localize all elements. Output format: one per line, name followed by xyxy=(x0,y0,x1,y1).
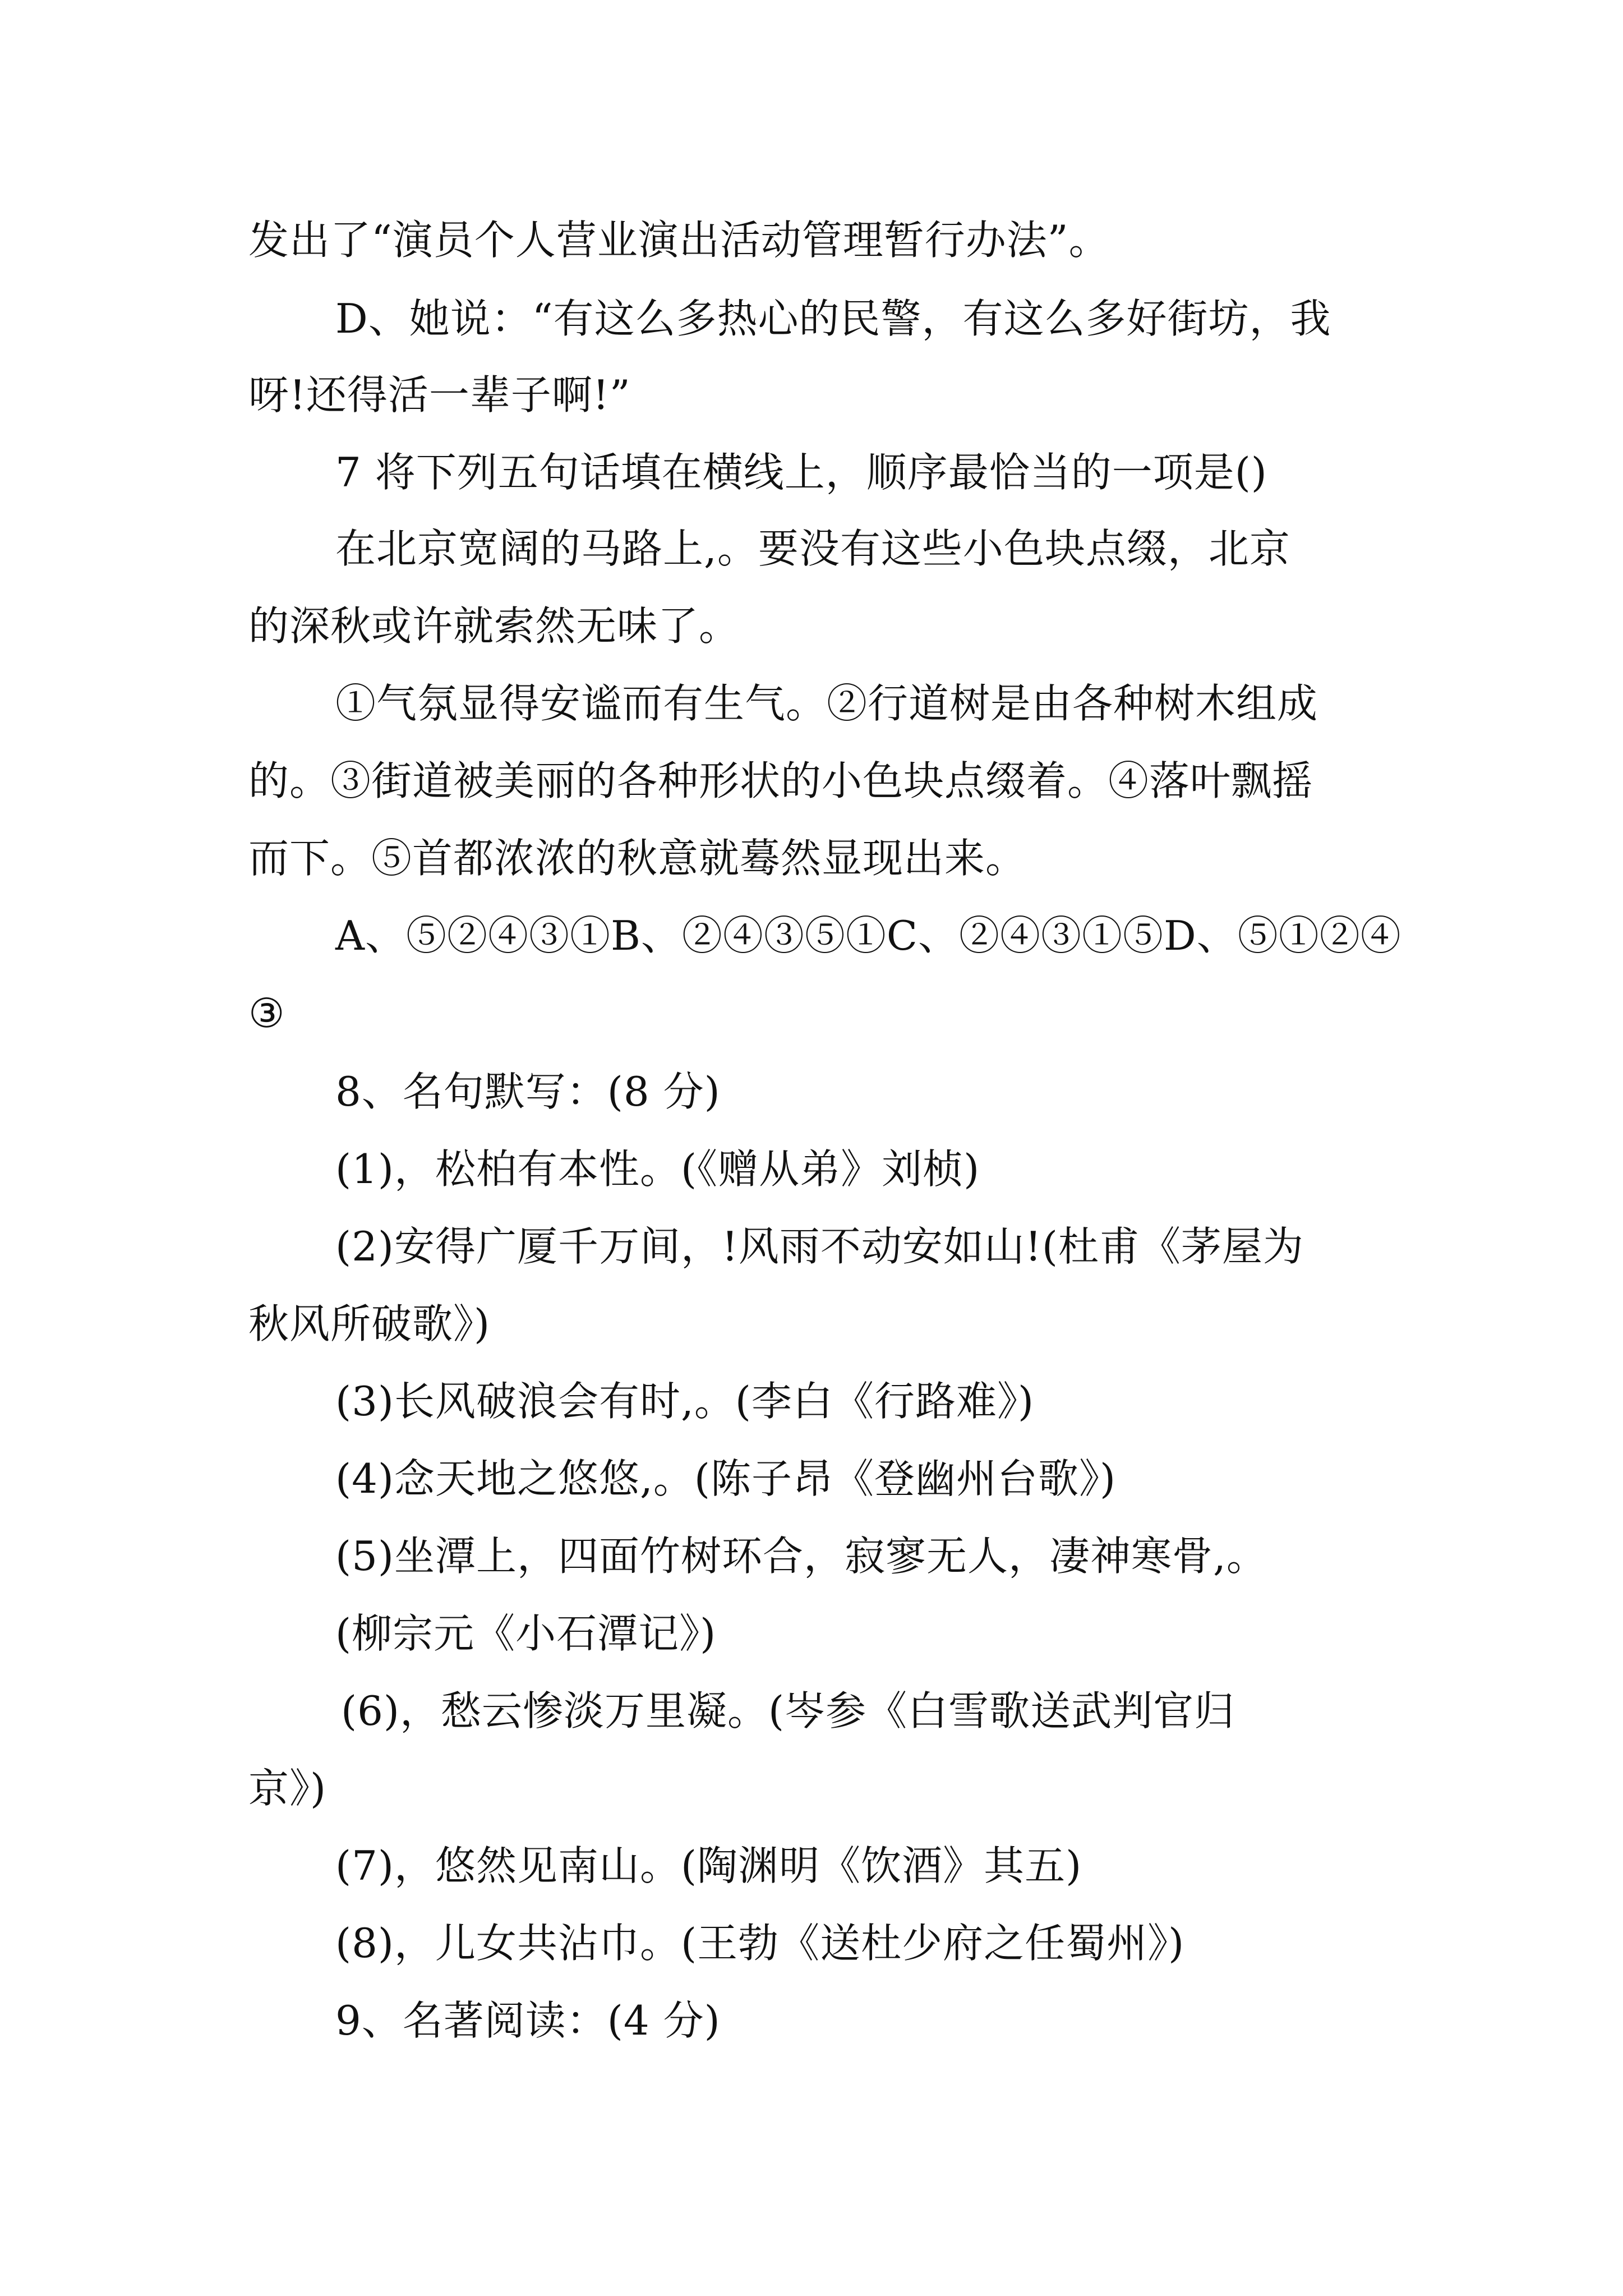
option-d-line-2: 呀!还得活一辈子啊!” xyxy=(248,371,631,418)
question-7-options-line-2: ③ xyxy=(248,990,285,1037)
question-8-item-5-line-2: (柳宗元《小石潭记》) xyxy=(335,1610,717,1657)
question-7-options-line-1: A、⑤②④③①B、②④③⑤①C、②④③①⑤D、⑤①②④ xyxy=(335,912,1401,959)
question-7-sentences-line-3: 而下。⑤首都浓浓的秋意就蓦然显现出来。 xyxy=(248,835,1027,882)
question-8-item-5-line-1: (5)坐潭上，四面竹树环合，寂寥无人，凄神寒骨,。 xyxy=(335,1533,1267,1580)
question-8-item-7: (7)，悠然见南山。(陶渊明《饮酒》其五) xyxy=(335,1842,1082,1889)
question-8-item-2-line-1: (2)安得广厦千万间，!风雨不动安如山!(杜甫《茅屋为 xyxy=(335,1223,1304,1270)
question-9-title: 9、名著阅读：(4 分) xyxy=(335,1997,721,2044)
question-8-item-4: (4)念天地之悠悠,。(陈子昂《登幽州台歌》) xyxy=(335,1455,1117,1502)
question-8-item-8: (8)，儿女共沾巾。(王勃《送杜少府之任蜀州》) xyxy=(335,1920,1185,1967)
question-7-title: 7 将下列五句话填在横线上，顺序最恰当的一项是() xyxy=(335,449,1267,496)
question-7-sentences-line-1: ①气氛显得安谧而有生气。②行道树是由各种树木组成 xyxy=(335,680,1318,727)
question-8-item-3: (3)长风破浪会有时,。(李白《行路难》) xyxy=(335,1378,1035,1425)
text-line-1: 发出了“演员个人营业演出活动管理暂行办法”。 xyxy=(248,217,1110,264)
question-7-passage-line-2: 的深秋或许就索然无味了。 xyxy=(248,602,740,650)
question-8-item-6-line-1: (6)，愁云惨淡万里凝。(岑参《白雪歌送武判官归 xyxy=(341,1687,1235,1734)
question-7-sentences-line-2: 的。③街道被美丽的各种形状的小色块点缀着。④落叶飘摇 xyxy=(248,757,1313,804)
question-8-title: 8、名句默写：(8 分) xyxy=(335,1068,721,1115)
question-8-item-6-line-2: 京》) xyxy=(248,1765,327,1812)
question-8-item-1: (1)，松柏有本性。(《赠从弟》刘桢) xyxy=(335,1145,980,1193)
question-8-item-2-line-2: 秋风所破歌》) xyxy=(248,1300,491,1347)
option-d-line-1: D、她说：“有这么多热心的民警，有这么多好街坊，我 xyxy=(335,295,1331,342)
question-7-passage-line-1: 在北京宽阔的马路上,。要没有这些小色块点缀，北京 xyxy=(335,525,1290,572)
